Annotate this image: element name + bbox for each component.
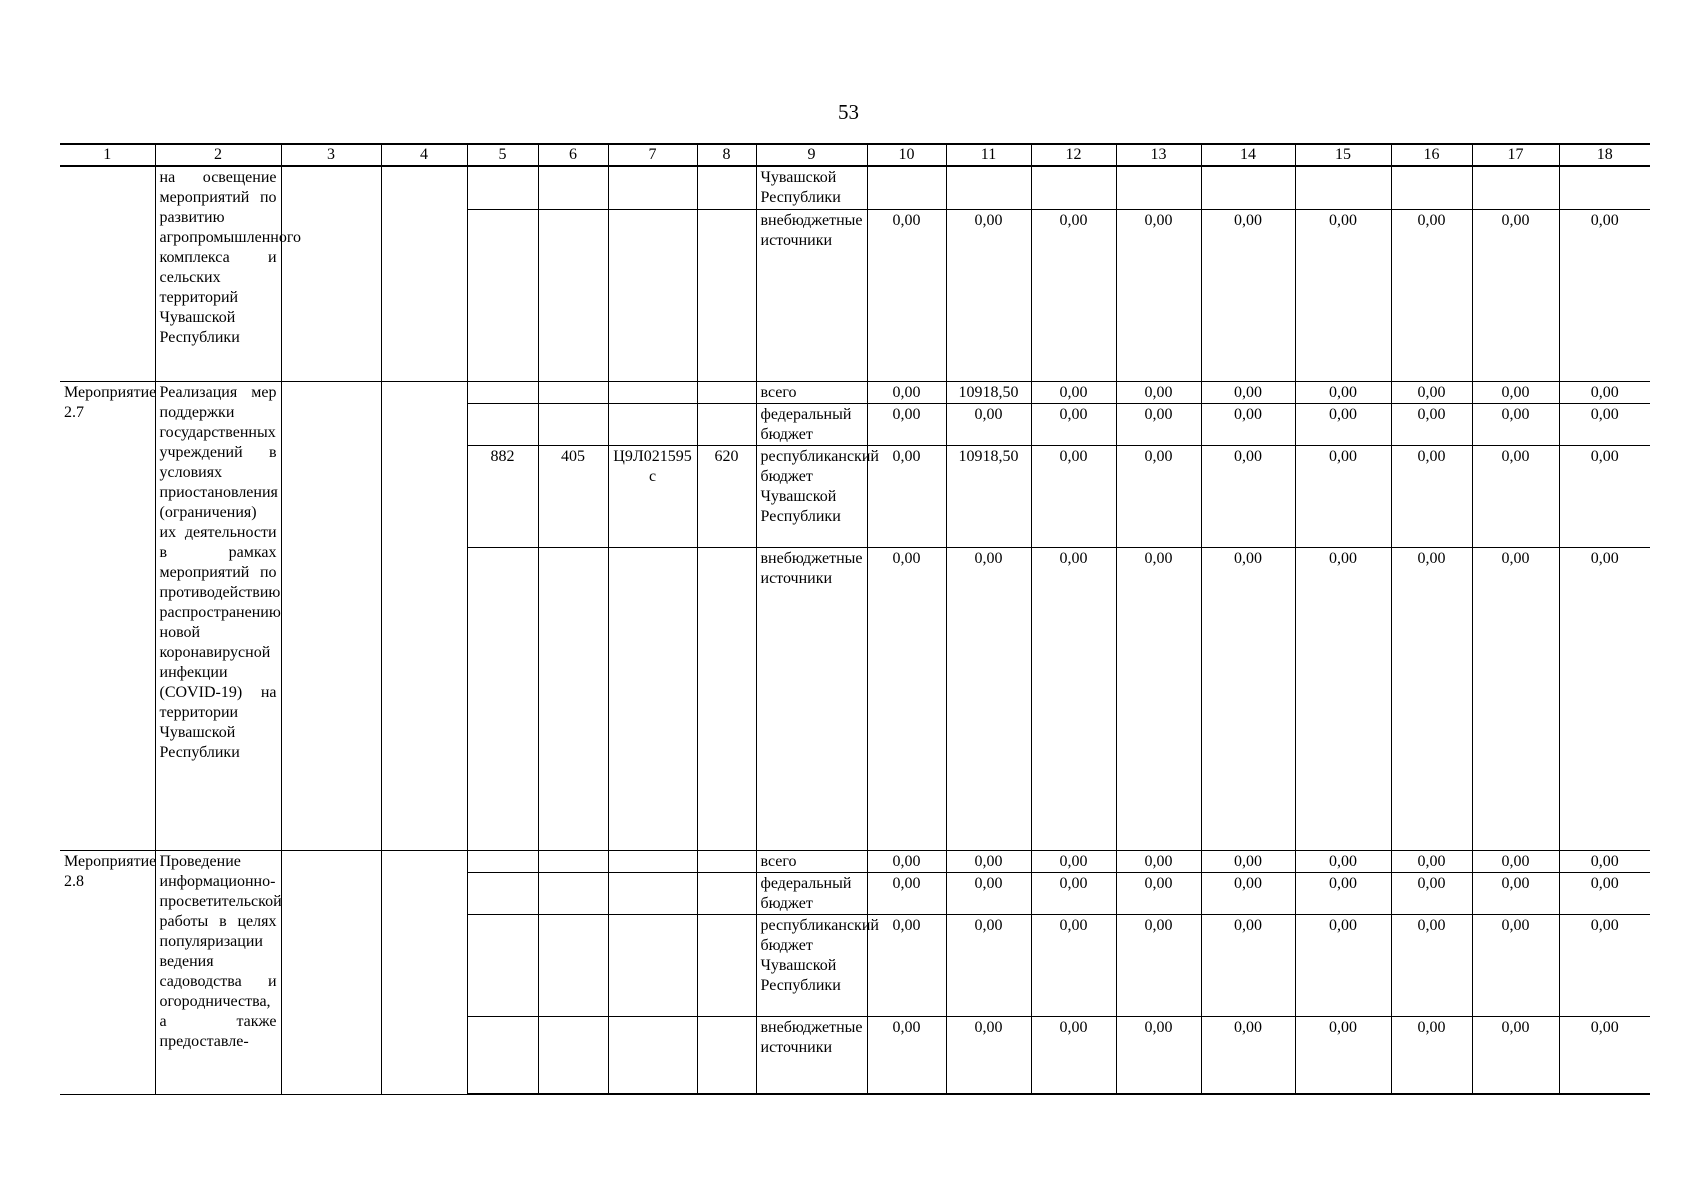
value-cell: 0,00 — [1201, 445, 1295, 547]
value-cell: 0,00 — [946, 872, 1031, 914]
value-cell: 0,00 — [1472, 403, 1559, 445]
grbs-cell — [467, 403, 538, 445]
value-cell: 0,00 — [1201, 547, 1295, 850]
value-cell: 0,00 — [1472, 872, 1559, 914]
value-cell: 0,00 — [1472, 914, 1559, 1016]
column-number: 11 — [946, 144, 1031, 166]
grbs-cell — [467, 1016, 538, 1094]
value-cell: 0,00 — [1472, 445, 1559, 547]
activity-label: Мероприятие 2.8 — [60, 850, 155, 1094]
column-number: 10 — [867, 144, 946, 166]
value-cell: 0,00 — [1391, 547, 1472, 850]
value-cell: 0,00 — [1031, 850, 1116, 872]
value-cell: 0,00 — [867, 403, 946, 445]
value-cell — [1472, 166, 1559, 209]
funding-source: внебюджетные источники — [756, 547, 867, 850]
col3-cell — [281, 850, 381, 1094]
value-cell — [1391, 166, 1472, 209]
value-cell: 0,00 — [1472, 209, 1559, 381]
grbs-cell: 882 — [467, 445, 538, 547]
section-cell — [538, 547, 608, 850]
value-cell: 0,00 — [946, 547, 1031, 850]
funding-source: федеральный бюджет — [756, 872, 867, 914]
grbs-cell — [467, 850, 538, 872]
section-cell — [538, 403, 608, 445]
activity-description: Проведение информационно-просветительской работы в целях популяризации ведения садоводства и огородничества, а также предоставле- — [155, 850, 281, 1094]
value-cell: 0,00 — [867, 1016, 946, 1094]
column-number: 6 — [538, 144, 608, 166]
value-cell — [867, 166, 946, 209]
funding-source: федеральный бюджет — [756, 403, 867, 445]
value-cell: 0,00 — [1116, 445, 1201, 547]
value-cell: 0,00 — [1295, 1016, 1391, 1094]
expense-type-cell — [697, 381, 756, 403]
section-cell — [538, 381, 608, 403]
value-cell: 0,00 — [1031, 872, 1116, 914]
value-cell: 0,00 — [867, 445, 946, 547]
expense-type-cell — [697, 872, 756, 914]
funding-source: республиканский бюджет Чувашской Республики — [756, 914, 867, 1016]
page-number: 53 — [838, 100, 859, 124]
value-cell: 0,00 — [1559, 381, 1650, 403]
target-article-cell — [608, 403, 697, 445]
column-number: 3 — [281, 144, 381, 166]
column-number: 13 — [1116, 144, 1201, 166]
value-cell: 0,00 — [1559, 209, 1650, 381]
value-cell: 0,00 — [1391, 403, 1472, 445]
value-cell: 0,00 — [1116, 1016, 1201, 1094]
value-cell: 0,00 — [1031, 209, 1116, 381]
value-cell: 0,00 — [946, 403, 1031, 445]
value-cell: 0,00 — [1559, 1016, 1650, 1094]
value-cell: 0,00 — [1201, 914, 1295, 1016]
value-cell: 0,00 — [1391, 445, 1472, 547]
value-cell — [1295, 166, 1391, 209]
column-number: 15 — [1295, 144, 1391, 166]
value-cell: 0,00 — [1201, 381, 1295, 403]
activity-description: на освещение мероприятий по развитию агропромышленного комплекса и сельских территорий Чувашской Республики — [155, 166, 281, 381]
section-cell — [538, 166, 608, 209]
value-cell: 0,00 — [867, 381, 946, 403]
column-number: 12 — [1031, 144, 1116, 166]
value-cell: 0,00 — [1391, 209, 1472, 381]
value-cell: 0,00 — [1116, 850, 1201, 872]
value-cell: 0,00 — [1295, 403, 1391, 445]
expense-type-cell — [697, 547, 756, 850]
value-cell: 0,00 — [1201, 872, 1295, 914]
target-article-cell — [608, 381, 697, 403]
activity-label: Мероприятие 2.7 — [60, 381, 155, 850]
value-cell: 0,00 — [1116, 872, 1201, 914]
col4-cell — [381, 850, 467, 1094]
value-cell: 0,00 — [867, 850, 946, 872]
expense-type-cell — [697, 1016, 756, 1094]
value-cell: 10918,50 — [946, 381, 1031, 403]
expense-type-cell — [697, 850, 756, 872]
value-cell: 0,00 — [867, 547, 946, 850]
grbs-cell — [467, 209, 538, 381]
value-cell: 0,00 — [1031, 445, 1116, 547]
column-number: 4 — [381, 144, 467, 166]
value-cell: 0,00 — [1472, 381, 1559, 403]
value-cell: 0,00 — [1559, 850, 1650, 872]
value-cell: 0,00 — [1472, 850, 1559, 872]
expense-type-cell — [697, 914, 756, 1016]
target-article-cell — [608, 547, 697, 850]
funding-source: республиканский бюджет Чувашской Республики — [756, 445, 867, 547]
section-cell — [538, 209, 608, 381]
grbs-cell — [467, 914, 538, 1016]
column-number: 14 — [1201, 144, 1295, 166]
value-cell: 10918,50 — [946, 445, 1031, 547]
funding-source: всего — [756, 850, 867, 872]
value-cell: 0,00 — [1116, 209, 1201, 381]
value-cell: 0,00 — [1391, 1016, 1472, 1094]
section-cell — [538, 850, 608, 872]
value-cell: 0,00 — [1201, 209, 1295, 381]
value-cell: 0,00 — [1116, 381, 1201, 403]
column-number: 18 — [1559, 144, 1650, 166]
value-cell — [1116, 166, 1201, 209]
value-cell: 0,00 — [1391, 914, 1472, 1016]
value-cell: 0,00 — [1031, 1016, 1116, 1094]
value-cell — [1201, 166, 1295, 209]
value-cell: 0,00 — [1559, 872, 1650, 914]
column-number: 16 — [1391, 144, 1472, 166]
section-cell — [538, 914, 608, 1016]
target-article-cell — [608, 850, 697, 872]
value-cell: 0,00 — [1031, 403, 1116, 445]
value-cell — [1031, 166, 1116, 209]
value-cell: 0,00 — [1391, 850, 1472, 872]
value-cell — [1559, 166, 1650, 209]
value-cell: 0,00 — [1472, 1016, 1559, 1094]
column-number-row — [60, 144, 1650, 166]
section-cell — [538, 1016, 608, 1094]
column-number: 8 — [697, 144, 756, 166]
funding-source: всего — [756, 381, 867, 403]
value-cell: 0,00 — [1201, 850, 1295, 872]
value-cell: 0,00 — [1295, 872, 1391, 914]
table-row — [60, 381, 1650, 403]
expense-type-cell — [697, 209, 756, 381]
expense-type-cell: 620 — [697, 445, 756, 547]
value-cell: 0,00 — [946, 1016, 1031, 1094]
value-cell: 0,00 — [867, 872, 946, 914]
col3-cell — [281, 381, 381, 850]
budget-table — [60, 143, 1650, 1095]
grbs-cell — [467, 872, 538, 914]
target-article-cell — [608, 872, 697, 914]
value-cell: 0,00 — [1201, 403, 1295, 445]
grbs-cell — [467, 381, 538, 403]
table-row — [60, 850, 1650, 872]
value-cell: 0,00 — [867, 209, 946, 381]
target-article-cell: Ц9Л021595с — [608, 445, 697, 547]
value-cell: 0,00 — [1295, 209, 1391, 381]
target-article-cell — [608, 914, 697, 1016]
expense-type-cell — [697, 403, 756, 445]
value-cell: 0,00 — [1295, 381, 1391, 403]
col4-cell — [381, 166, 467, 381]
value-cell: 0,00 — [1295, 914, 1391, 1016]
activity-label-cell — [60, 166, 155, 381]
value-cell: 0,00 — [946, 914, 1031, 1016]
column-number: 1 — [60, 144, 155, 166]
value-cell: 0,00 — [1559, 547, 1650, 850]
value-cell: 0,00 — [1559, 445, 1650, 547]
value-cell: 0,00 — [1391, 381, 1472, 403]
value-cell: 0,00 — [1295, 445, 1391, 547]
column-number: 17 — [1472, 144, 1559, 166]
section-cell: 405 — [538, 445, 608, 547]
grbs-cell — [467, 166, 538, 209]
value-cell: 0,00 — [946, 850, 1031, 872]
value-cell: 0,00 — [946, 209, 1031, 381]
column-number: 2 — [155, 144, 281, 166]
value-cell: 0,00 — [867, 914, 946, 1016]
value-cell: 0,00 — [1031, 914, 1116, 1016]
value-cell: 0,00 — [1201, 1016, 1295, 1094]
value-cell: 0,00 — [1116, 403, 1201, 445]
value-cell: 0,00 — [1116, 914, 1201, 1016]
value-cell: 0,00 — [1559, 914, 1650, 1016]
col4-cell — [381, 381, 467, 850]
grbs-cell — [467, 547, 538, 850]
value-cell: 0,00 — [1295, 547, 1391, 850]
funding-source: Чувашской Республики — [756, 166, 867, 209]
section-cell — [538, 872, 608, 914]
value-cell: 0,00 — [1031, 381, 1116, 403]
activity-description: Реализация мер поддержки государственных учреждений в условиях приостановления (ограничения) их деятельности в рамках мероприятий по противодействию распространению новой коронавирусной инфекции (COVID-19) на территории Чувашской Республики — [155, 381, 281, 850]
value-cell: 0,00 — [1391, 872, 1472, 914]
funding-source: внебюджетные источники — [756, 1016, 867, 1094]
expense-type-cell — [697, 166, 756, 209]
col3-cell — [281, 166, 381, 381]
value-cell: 0,00 — [1031, 547, 1116, 850]
column-number: 9 — [756, 144, 867, 166]
target-article-cell — [608, 166, 697, 209]
funding-source: внебюджетные источники — [756, 209, 867, 381]
table-row — [60, 166, 1650, 209]
value-cell: 0,00 — [1559, 403, 1650, 445]
value-cell: 0,00 — [1472, 547, 1559, 850]
column-number: 5 — [467, 144, 538, 166]
value-cell: 0,00 — [1116, 547, 1201, 850]
column-number: 7 — [608, 144, 697, 166]
target-article-cell — [608, 209, 697, 381]
value-cell: 0,00 — [1295, 850, 1391, 872]
value-cell — [946, 166, 1031, 209]
target-article-cell — [608, 1016, 697, 1094]
